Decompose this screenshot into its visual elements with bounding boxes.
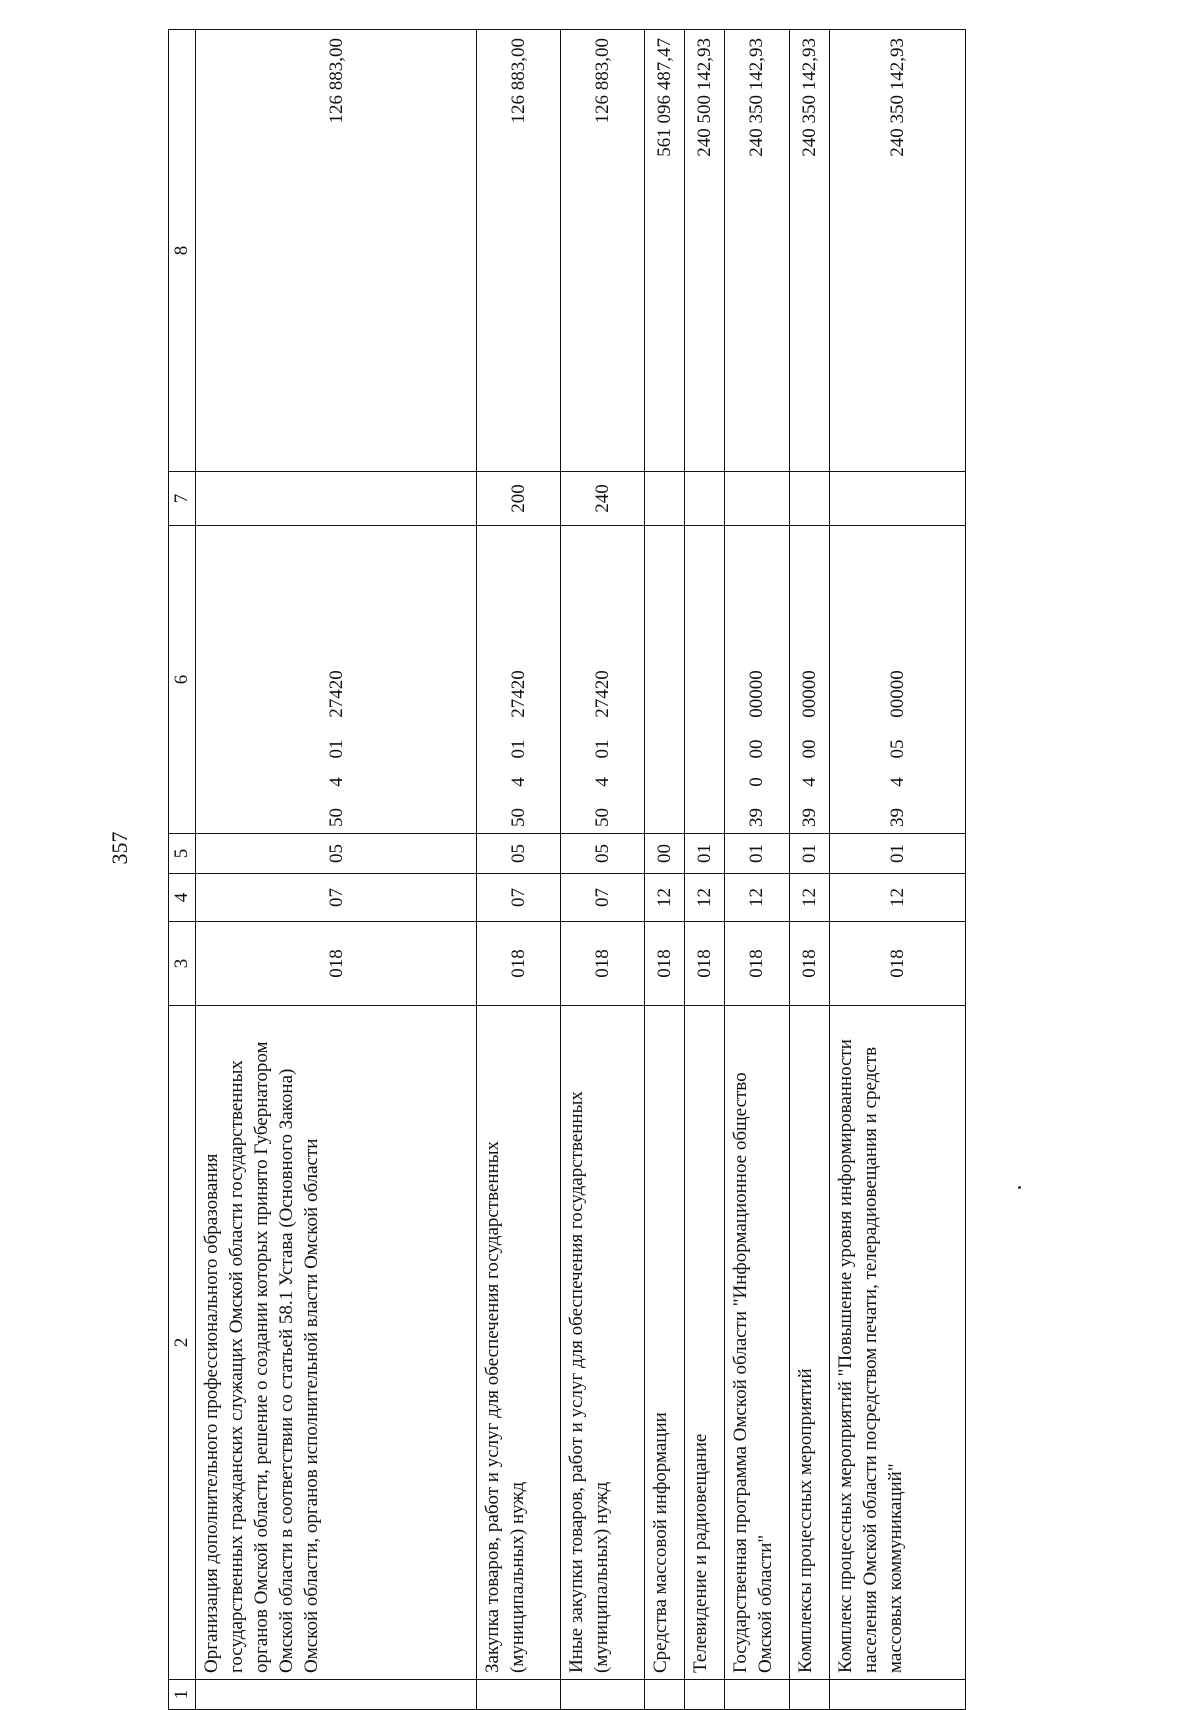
target-type: 4 (886, 777, 908, 787)
row-number-cell (196, 1680, 477, 1710)
target-type: 0 (746, 777, 768, 787)
header-col-8: 8 (169, 30, 196, 472)
expense-type-cell: 200 (477, 472, 561, 526)
section-code-cell: 07 (477, 874, 561, 922)
ministry-code-cell: 018 (477, 922, 561, 1006)
header-col-5: 5 (169, 834, 196, 874)
row-number-cell (684, 1680, 724, 1710)
header-col-2: 2 (169, 1006, 196, 1680)
target-direction: 27420 (591, 670, 613, 718)
subsection-code-cell: 05 (196, 834, 477, 874)
expense-type-cell (644, 472, 684, 526)
table-row (724, 30, 789, 1710)
row-name-cell: Иные закупки товаров, работ и услуг для обеспечения государственных (муниципальных) нужд (561, 1006, 645, 1680)
row-name-cell: Комплекс процессных мероприятий "Повышение уровня информированности населения Омской области посредством печати, телерадиовещания и средств массовых коммуникаций" (829, 1006, 965, 1680)
row-number-cell (561, 1680, 645, 1710)
target-subprogram: 01 (591, 739, 613, 759)
target-direction: 27420 (508, 670, 530, 718)
target-program: 50 (591, 808, 613, 827)
section-code-cell: 12 (724, 874, 789, 922)
target-article-cell (561, 526, 645, 834)
section-code-cell: 07 (561, 874, 645, 922)
target-type: 4 (798, 777, 820, 787)
target-subprogram: 05 (886, 739, 908, 759)
row-name-cell: Закупка товаров, работ и услуг для обеспечения государственных (муниципальных) нужд (477, 1006, 561, 1680)
target-type: 4 (325, 777, 347, 787)
target-article-cell (789, 526, 829, 834)
section-code-cell: 12 (829, 874, 965, 922)
target-direction: 00000 (746, 670, 768, 718)
target-article-cell (724, 526, 789, 834)
subsection-code-cell: 05 (561, 834, 645, 874)
target-direction: 00000 (886, 670, 908, 718)
target-program: 50 (508, 808, 530, 827)
budget-table (168, 29, 966, 1710)
target-article-cell (644, 526, 684, 834)
amount-cell: 126 883,00 (561, 30, 645, 472)
target-type: 4 (591, 777, 613, 787)
row-name-cell: Комплексы процессных мероприятий (789, 1006, 829, 1680)
amount-cell: 240 500 142,93 (684, 30, 724, 472)
amount-cell: 240 350 142,93 (724, 30, 789, 472)
row-name-cell: Организация дополнительного профессионального образования государственных гражданских служащих Омской области государственных органов Омской области, решение о создании которых принято Губернатором Омской области в соответствии со статьей 58.1 Устава (Основного Закона) Омской области, органов исполнительной власти Омской области (196, 1006, 477, 1680)
row-name-cell: Средства массовой информации (644, 1006, 684, 1680)
subsection-code-cell: 01 (724, 834, 789, 874)
target-program: 39 (886, 808, 908, 827)
row-number-cell (477, 1680, 561, 1710)
table-row (477, 30, 561, 1710)
header-col-7: 7 (169, 472, 196, 526)
ministry-code-cell: 018 (789, 922, 829, 1006)
target-article-cell (829, 526, 965, 834)
ministry-code-cell: 018 (684, 922, 724, 1006)
page-number: 357 (107, 831, 132, 865)
subsection-code-cell: 05 (477, 834, 561, 874)
row-name-cell: Телевидение и радиовещание (684, 1006, 724, 1680)
row-number-cell (829, 1680, 965, 1710)
subsection-code-cell: 01 (684, 834, 724, 874)
table-row (829, 30, 965, 1710)
table-row (196, 30, 477, 1710)
row-number-cell (644, 1680, 684, 1710)
target-subprogram: 00 (798, 739, 820, 759)
section-code-cell: 12 (789, 874, 829, 922)
scan-dot (1018, 1186, 1021, 1189)
section-code-cell: 12 (644, 874, 684, 922)
header-col-3: 3 (169, 922, 196, 1006)
table-row (644, 30, 684, 1710)
table-row (789, 30, 829, 1710)
section-code-cell: 12 (684, 874, 724, 922)
target-program: 50 (325, 808, 347, 827)
section-code-cell: 07 (196, 874, 477, 922)
budget-table-container (168, 30, 966, 1710)
header-col-6: 6 (169, 526, 196, 834)
expense-type-cell (724, 472, 789, 526)
expense-type-cell (684, 472, 724, 526)
target-subprogram: 00 (746, 739, 768, 759)
row-name-cell: Государственная программа Омской области "Информационное общество Омской области" (724, 1006, 789, 1680)
header-col-4: 4 (169, 874, 196, 922)
table-header-row (169, 30, 196, 1710)
row-number-cell (789, 1680, 829, 1710)
expense-type-cell (789, 472, 829, 526)
target-type: 4 (508, 777, 530, 787)
ministry-code-cell: 018 (644, 922, 684, 1006)
amount-cell: 126 883,00 (196, 30, 477, 472)
row-number-cell (724, 1680, 789, 1710)
target-subprogram: 01 (508, 739, 530, 759)
target-article-cell (684, 526, 724, 834)
subsection-code-cell: 01 (789, 834, 829, 874)
target-subprogram: 01 (325, 739, 347, 759)
amount-cell: 240 350 142,93 (789, 30, 829, 472)
expense-type-cell: 240 (561, 472, 645, 526)
target-program: 39 (798, 808, 820, 827)
header-col-1: 1 (169, 1680, 196, 1710)
ministry-code-cell: 018 (724, 922, 789, 1006)
ministry-code-cell: 018 (829, 922, 965, 1006)
target-program: 39 (746, 808, 768, 827)
ministry-code-cell: 018 (561, 922, 645, 1006)
target-article-cell (477, 526, 561, 834)
table-row (684, 30, 724, 1710)
subsection-code-cell: 00 (644, 834, 684, 874)
expense-type-cell (196, 472, 477, 526)
table-row (561, 30, 645, 1710)
subsection-code-cell: 01 (829, 834, 965, 874)
ministry-code-cell: 018 (196, 922, 477, 1006)
amount-cell: 126 883,00 (477, 30, 561, 472)
target-direction: 00000 (798, 670, 820, 718)
expense-type-cell (829, 472, 965, 526)
amount-cell: 561 096 487,47 (644, 30, 684, 472)
target-direction: 27420 (325, 670, 347, 718)
amount-cell: 240 350 142,93 (829, 30, 965, 472)
target-article-cell (196, 526, 477, 834)
